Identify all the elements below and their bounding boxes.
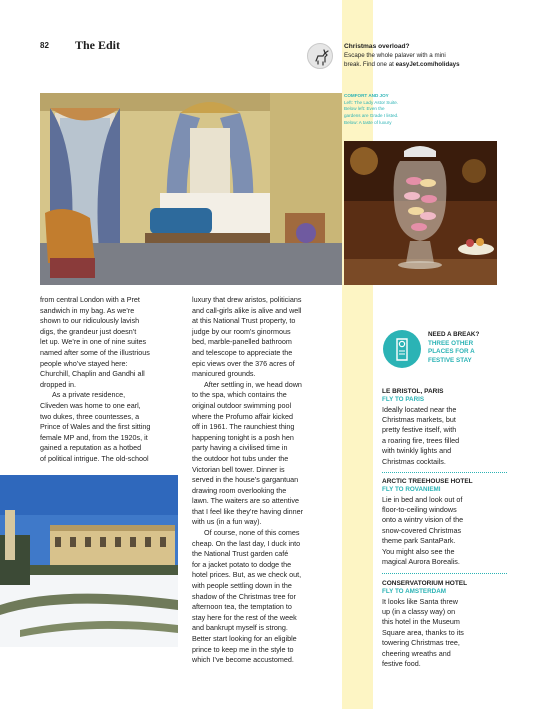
hotel-name: ARCTIC TREEHOUSE HOTEL xyxy=(382,478,473,485)
body-line: gained a reputation as a hotbed xyxy=(40,443,142,453)
body-line: sandwich in my bag. As we’re xyxy=(40,305,135,315)
body-line: and call-girls alike is alive and well xyxy=(192,305,302,315)
promo-link[interactable]: easyJet.com/holidays xyxy=(395,60,460,68)
caption-line: Left: The Lady Astor Suite. xyxy=(344,99,399,105)
body-line: two dukes, three countesses, a xyxy=(40,411,140,421)
body-line: to the spa, which contains the xyxy=(192,390,287,400)
body-line: bed, marble-panelled bathroom xyxy=(192,337,292,347)
macaron-jar-photo xyxy=(344,141,497,285)
promo-line xyxy=(344,61,494,70)
body-line: shown to our ridiculously lavish xyxy=(40,316,140,326)
hotel-line: Lie in bed and look out of xyxy=(382,494,463,504)
body-line: that I feel like they’re having dinner xyxy=(192,506,304,516)
caption-line: Below left: Even the xyxy=(344,106,385,112)
hotel-name: LE BRISTOL, PARIS xyxy=(382,388,444,395)
hotel-line: theme park SantaPark. xyxy=(382,536,456,546)
body-line: and bankrupt myself is strong. xyxy=(192,623,288,633)
hotel-line: magical Aurora Borealis. xyxy=(382,557,460,567)
hotel-line: festive food. xyxy=(382,659,421,669)
hotel-line: pretty festive itself, with xyxy=(382,425,457,435)
section-title: The Edit xyxy=(75,38,121,52)
body-line: Churchill, Chaplin and Gandhi all xyxy=(40,369,145,379)
body-line: cheap. On the last day, I duck into xyxy=(192,538,301,548)
body-line: shadow of the Christmas tree for xyxy=(192,591,296,601)
sidebar-subtitle-line: FESTIVE STAY xyxy=(428,356,472,364)
sidebar-subtitle-line: THREE OTHER xyxy=(428,339,474,347)
hotel-destination: FLY TO AMSTERDAM xyxy=(382,588,447,595)
reindeer-icon xyxy=(307,43,333,69)
body-line: manicured grounds. xyxy=(192,369,256,379)
caption-line: gardens are Grade I listed. xyxy=(344,112,399,118)
hotel-entry-le-bristol xyxy=(382,387,507,467)
hotel-line: Ideally located near the xyxy=(382,404,457,414)
body-line: lawn. The waiters are so attentive xyxy=(192,496,299,506)
door-hanger-icon xyxy=(383,330,421,368)
promo-headline: Christmas overload? xyxy=(344,43,410,50)
hotel-entry-conservatorium xyxy=(382,579,507,669)
hotel-line: onto a wintry vision of the xyxy=(382,515,464,525)
caption-head: COMFORT AND JOY xyxy=(344,93,389,98)
body-line: of political intrigue. The old-school xyxy=(40,453,149,463)
hotel-line: Square area, thanks to its xyxy=(382,627,464,637)
body-line: drawing room overlooking the xyxy=(192,485,287,495)
hotel-line: cheering wreaths and xyxy=(382,648,451,658)
body-line: the outdoor hot tubs under the xyxy=(192,453,289,463)
body-line: people who’ve stayed here: xyxy=(40,358,128,368)
body-line: dropped in. xyxy=(40,379,76,389)
body-line: where the Profumo affair kicked xyxy=(192,411,293,421)
body-line: happening tonight is a posh hen xyxy=(192,432,294,442)
hotel-line: Christmas cocktails. xyxy=(382,456,446,466)
sidebar-divider xyxy=(382,472,507,473)
promo-box xyxy=(344,42,494,70)
body-line: named after some of the illustrious xyxy=(40,347,150,357)
body-line: luxury that drew aristos, politicians xyxy=(192,295,302,304)
sidebar-subtitle-line: PLACES FOR A xyxy=(428,348,475,356)
body-line: female MP and, from the 1920s, it xyxy=(40,432,148,442)
body-line: from central London with a Pret xyxy=(40,295,140,304)
body-line: off in 1961. The raunchiest thing xyxy=(192,422,295,432)
hotel-line: a roaring fire, trees filled xyxy=(382,435,460,445)
body-line: Of course, none of this comes xyxy=(204,528,300,538)
suite-photo xyxy=(40,93,342,285)
body-line: with people settling down in the xyxy=(192,581,292,591)
hotel-line: with twinkly lights and xyxy=(382,446,452,456)
caption-line: Below: A taste of luxury xyxy=(344,119,392,125)
article-column-2 xyxy=(192,295,336,666)
body-line: afternoon tea, the temptation to xyxy=(192,602,292,612)
hotel-line: floor-to-ceiling windows xyxy=(382,505,457,514)
hotel-name: CONSERVATORIUM HOTEL xyxy=(382,580,468,587)
promo-line-start: break. Find one at xyxy=(344,60,396,68)
hotel-line: It looks like Santa threw xyxy=(382,596,458,606)
hotel-line: towering Christmas tree, xyxy=(382,638,460,648)
body-line: original outdoor swimming pool xyxy=(192,400,292,410)
hotel-entry-arctic-treehouse xyxy=(382,477,507,567)
hotel-destination: FLY TO PARIS xyxy=(382,396,425,403)
body-line: at this National Trust property, to xyxy=(192,316,296,326)
sidebar-divider xyxy=(382,573,507,574)
body-line: epic views over the 376 acres of xyxy=(192,358,295,368)
body-line: for a jacket potato to dodge the xyxy=(192,559,292,569)
sidebar-title: NEED A BREAK? xyxy=(428,331,480,338)
body-line: with us (in a fun way). xyxy=(192,517,262,527)
body-line: Better start looking for an eligible xyxy=(192,634,297,643)
promo-line: Escape the whole palaver with a mini xyxy=(344,51,446,59)
body-line: hotel prices. But, as we check out, xyxy=(192,570,302,580)
hotel-line: Christmas markets, but xyxy=(382,415,456,424)
body-line: which I’ve become accustomed. xyxy=(192,655,294,665)
body-line: After settling in, we head down xyxy=(204,379,302,389)
photo-caption xyxy=(344,93,406,126)
sidebar-heading xyxy=(428,331,518,365)
body-line: the National Trust garden café xyxy=(192,549,289,559)
hotel-line: this hotel in the Museum xyxy=(382,617,460,627)
body-line: judge by our room’s ginormous xyxy=(192,326,291,336)
hotel-line: up (in a classy way) on xyxy=(382,607,456,616)
hotel-destination: FLY TO ROVANIEMI xyxy=(382,486,441,493)
body-line: digs, the grandeur just doesn’t xyxy=(40,326,137,336)
body-line: party having a civilised time in xyxy=(192,443,288,453)
body-line: Prince of Wales and the first sitting xyxy=(40,422,151,432)
article-column-1 xyxy=(40,295,180,465)
page-number: 82 xyxy=(40,41,49,50)
hotel-line: You might also see the xyxy=(382,546,455,556)
body-line: Victorian bell tower. Dinner is xyxy=(192,464,285,474)
body-line: prince to keep me in the style to xyxy=(192,644,294,654)
body-line: stay here for the rest of the week xyxy=(192,612,297,622)
body-line: let up. We’re in one of nine suites xyxy=(40,337,147,347)
hotel-line: snow-covered Christmas xyxy=(382,525,462,535)
body-line: Cliveden was home to one earl, xyxy=(40,400,141,410)
body-line: and telescope to appreciate the xyxy=(192,347,293,357)
cliveden-exterior-photo xyxy=(0,475,178,647)
body-line: served in the house’s gargantuan xyxy=(192,475,299,485)
body-line: As a private residence, xyxy=(52,390,126,400)
